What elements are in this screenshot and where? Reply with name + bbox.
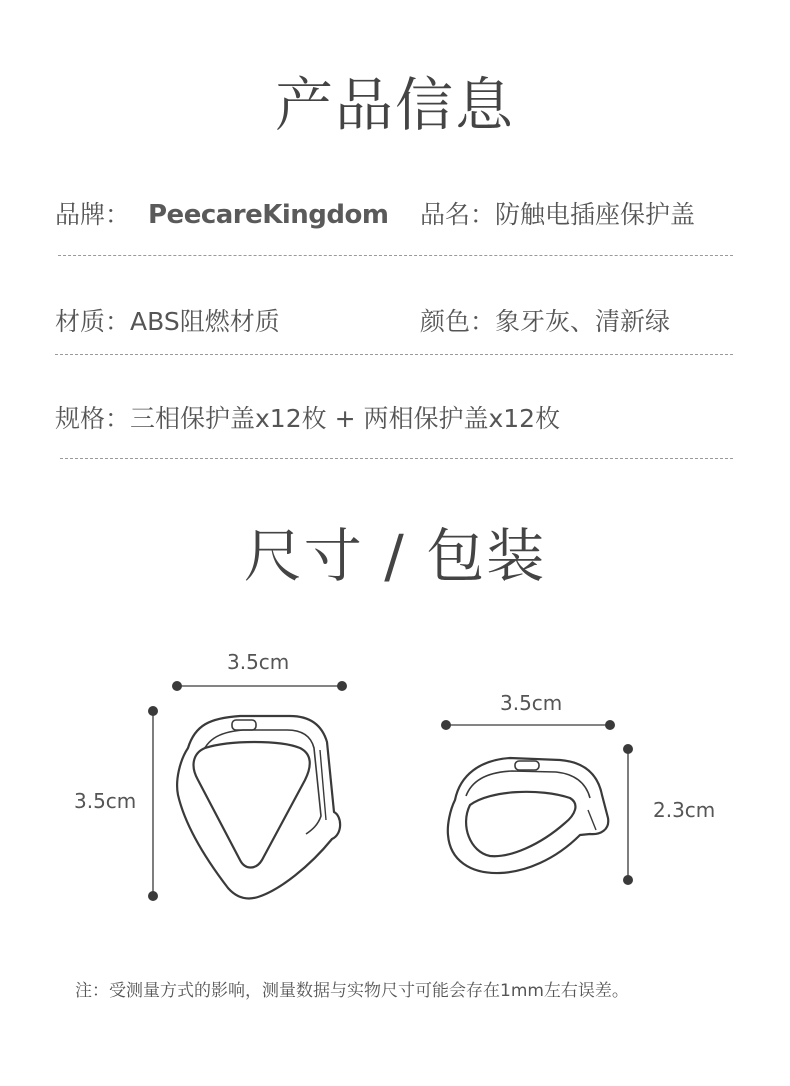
spec — [55, 403, 560, 435]
size-diagram — [0, 620, 790, 940]
color-value: 象牙灰、清新绿 — [495, 307, 671, 336]
divider — [58, 255, 733, 256]
product-info-title: 产品信息 — [274, 71, 515, 139]
measurement-note: 注：受测量方式的影响，测量数据与实物尺寸可能会存在1mm左右误差。 — [75, 981, 629, 1001]
color — [420, 306, 670, 338]
spec-value: 三相保护盖x12枚 + 两相保护盖x12枚 — [130, 404, 561, 433]
divider — [55, 354, 733, 355]
three-phase-width-label: 3.5cm — [227, 650, 290, 674]
dimension-dot — [441, 720, 451, 730]
size-title: 尺寸 / 包装 — [243, 522, 547, 590]
brand-label: 品牌： — [55, 200, 131, 229]
dimension-dot — [337, 681, 347, 691]
two-phase-cover-illustration — [448, 758, 608, 873]
dimension-dot — [148, 706, 158, 716]
three-phase-height-label: 3.5cm — [74, 789, 137, 813]
brand-logo: PeecareKingdom — [148, 200, 389, 230]
material-value: ABS阻燃材质 — [130, 307, 280, 336]
two-phase-width-label: 3.5cm — [500, 691, 563, 715]
product-name-value: 防触电插座保护盖 — [495, 200, 696, 229]
dimension-dot — [148, 891, 158, 901]
dimension-dot — [605, 720, 615, 730]
material — [55, 306, 280, 338]
color-label: 颜色： — [420, 307, 496, 336]
dimension-dot — [623, 875, 633, 885]
dimension-dot — [172, 681, 182, 691]
three-phase-cover-illustration — [177, 716, 340, 898]
material-label: 材质： — [55, 307, 131, 336]
dimension-dot — [623, 744, 633, 754]
product-name-label: 品名： — [420, 200, 496, 229]
two-phase-height-label: 2.3cm — [653, 798, 716, 822]
product-name — [420, 199, 695, 231]
divider — [60, 458, 733, 459]
spec-label: 规格： — [55, 404, 131, 433]
